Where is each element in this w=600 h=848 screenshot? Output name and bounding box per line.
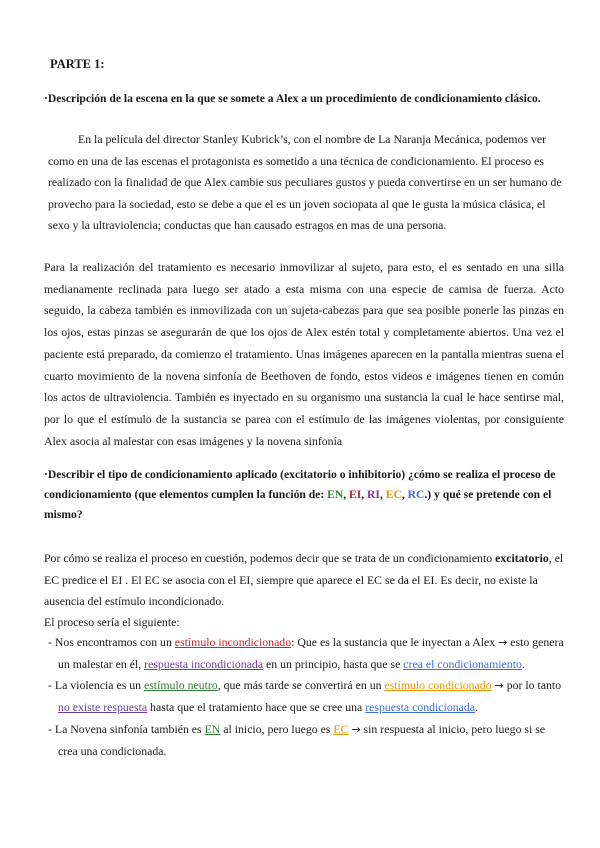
term-en: EN [204,721,221,736]
question-2-end: .) y qué se pretende con el mismo? [44,488,552,521]
arrow-right-icon: → [351,722,361,736]
term-no-existe-respuesta: no existe respuesta [58,700,148,715]
paragraph-text: , el EC predice el EI . El EC se asocia con el EI, siempre que aparece el EC se da el EI. Es decir, no existe la ausencia del estímulo incondicionado. [44,551,564,608]
bold-term: excitatorio [495,551,549,565]
separator: , [401,488,408,501]
list-item [48,719,566,762]
term-respuesta-condicionada: respuesta condicionada [365,700,475,715]
item-text: por lo tanto [503,678,562,693]
term-estimulo-neutro: estímulo neutro [143,678,218,693]
item-text: en un principio, hasta que se [263,656,404,671]
arrow-right-icon: → [494,679,504,693]
separator: , [343,488,349,501]
item-text: . [474,700,478,715]
item-text: sin respuesta al inicio, pero luego si se crea una condicionada. [58,721,546,758]
paragraph-conditioning-type [44,548,564,613]
item-text: : Que es la sustancia que le inyectan a Alex [291,635,499,649]
item-text: al inicio, pero luego es [220,721,334,736]
process-intro: El proceso sería el siguiente: [44,615,180,629]
paragraph-treatment: Para la realización del tratamiento es necesario inmovilizar al sujeto, para esto, el es sentado en una silla medianamente reclinada para luego ser atado a esta misma con una especie de camisa de fuerza. Acto seguido, la cabeza también es inmovilizada con un sujeta-cabezas para que sea posible ponerle las pinzas en los ojos, estas pinzas se asegurarán de que los ojos de Alex estén total y completamente abiertos. Una vez el paciente está preparado, da comienzo el tratamiento. Unas imágenes aparecen en la pantalla mientras suena el cuarto movimiento de la novena sinfonía de Beethoven de fondo, estos videos e imágenes tienen en común los actos de ultraviolencia. También es inyectado en su organismo una sustancia la cual le hace sentirse mal, por lo que el estímulo de la sustancia se parea con el estímulo de las imágenes violentas, por consiguiente Alex asocia al malestar con esas imágenes y la novena sinfonía [44,260,564,448]
item-text: hasta que el tratamiento hace que se cree una [147,700,366,715]
item-text: esto genera un malestar en él, [58,635,564,671]
list-item [48,675,566,718]
separator: , [379,488,386,501]
arrow-right-icon: → [498,636,508,649]
label-rc: RC [407,488,425,501]
paragraph-text: Por cómo se realiza el proceso en cuestión, podemos decir que se trata de un condicionamiento [44,551,496,565]
list-item [48,632,566,675]
label-en: EN [327,488,344,501]
term-estimulo-incondicionado: estímulo incondicionado [174,635,292,649]
term-respuesta-incondicionada: respuesta incondicionada [144,656,264,671]
question-2 [44,465,564,525]
question-1: ·Descripción de la escena en la que se somete a Alex a un procedimiento de condicionamiento clásico. [44,92,541,105]
paragraph-intro: En la película del director Stanley Kubrick’s, con el nombre de La Naranja Mecánica, podemos ver como en una de las escenas el protagonista es sometido a una técnica de condicionamiento. El proceso es realizado con la finalidad de que Alex cambie sus peculiares gustos y pueda convertirse en un ser humano de provecho para la sociedad, esto se debe a que el es un joven sociopata al que le gusta la música clásica, el sexo y la ultraviolencia; conductas que han causado estragos en mas de una persona. [48,132,562,232]
section-heading: PARTE 1: [50,57,105,71]
separator: , [361,488,368,501]
process-list [48,632,566,762]
term-crea-el-condicionamiento: crea el condicionamiento [403,656,522,671]
item-text: , que más tarde se convertirá en un [217,678,385,693]
label-ri: RI [367,488,380,501]
question-2-text: ·Describir el tipo de condicionamiento aplicado (excitatorio o inhibitorio) ¿cómo se realiza el proceso de condicionamiento (que elementos cumplen la función de: [44,468,556,501]
term-estimulo-condicionado: estímulo condicionado [384,678,492,693]
item-text: - La Novena sinfonía también es [48,721,205,736]
term-ec: EC [333,721,349,736]
label-ei: EI [349,488,362,501]
item-text: - Nos encontramos con un [48,635,175,649]
item-text: - La violencia es un [48,678,144,693]
label-ec: EC [385,488,402,501]
item-text: . [521,656,525,671]
